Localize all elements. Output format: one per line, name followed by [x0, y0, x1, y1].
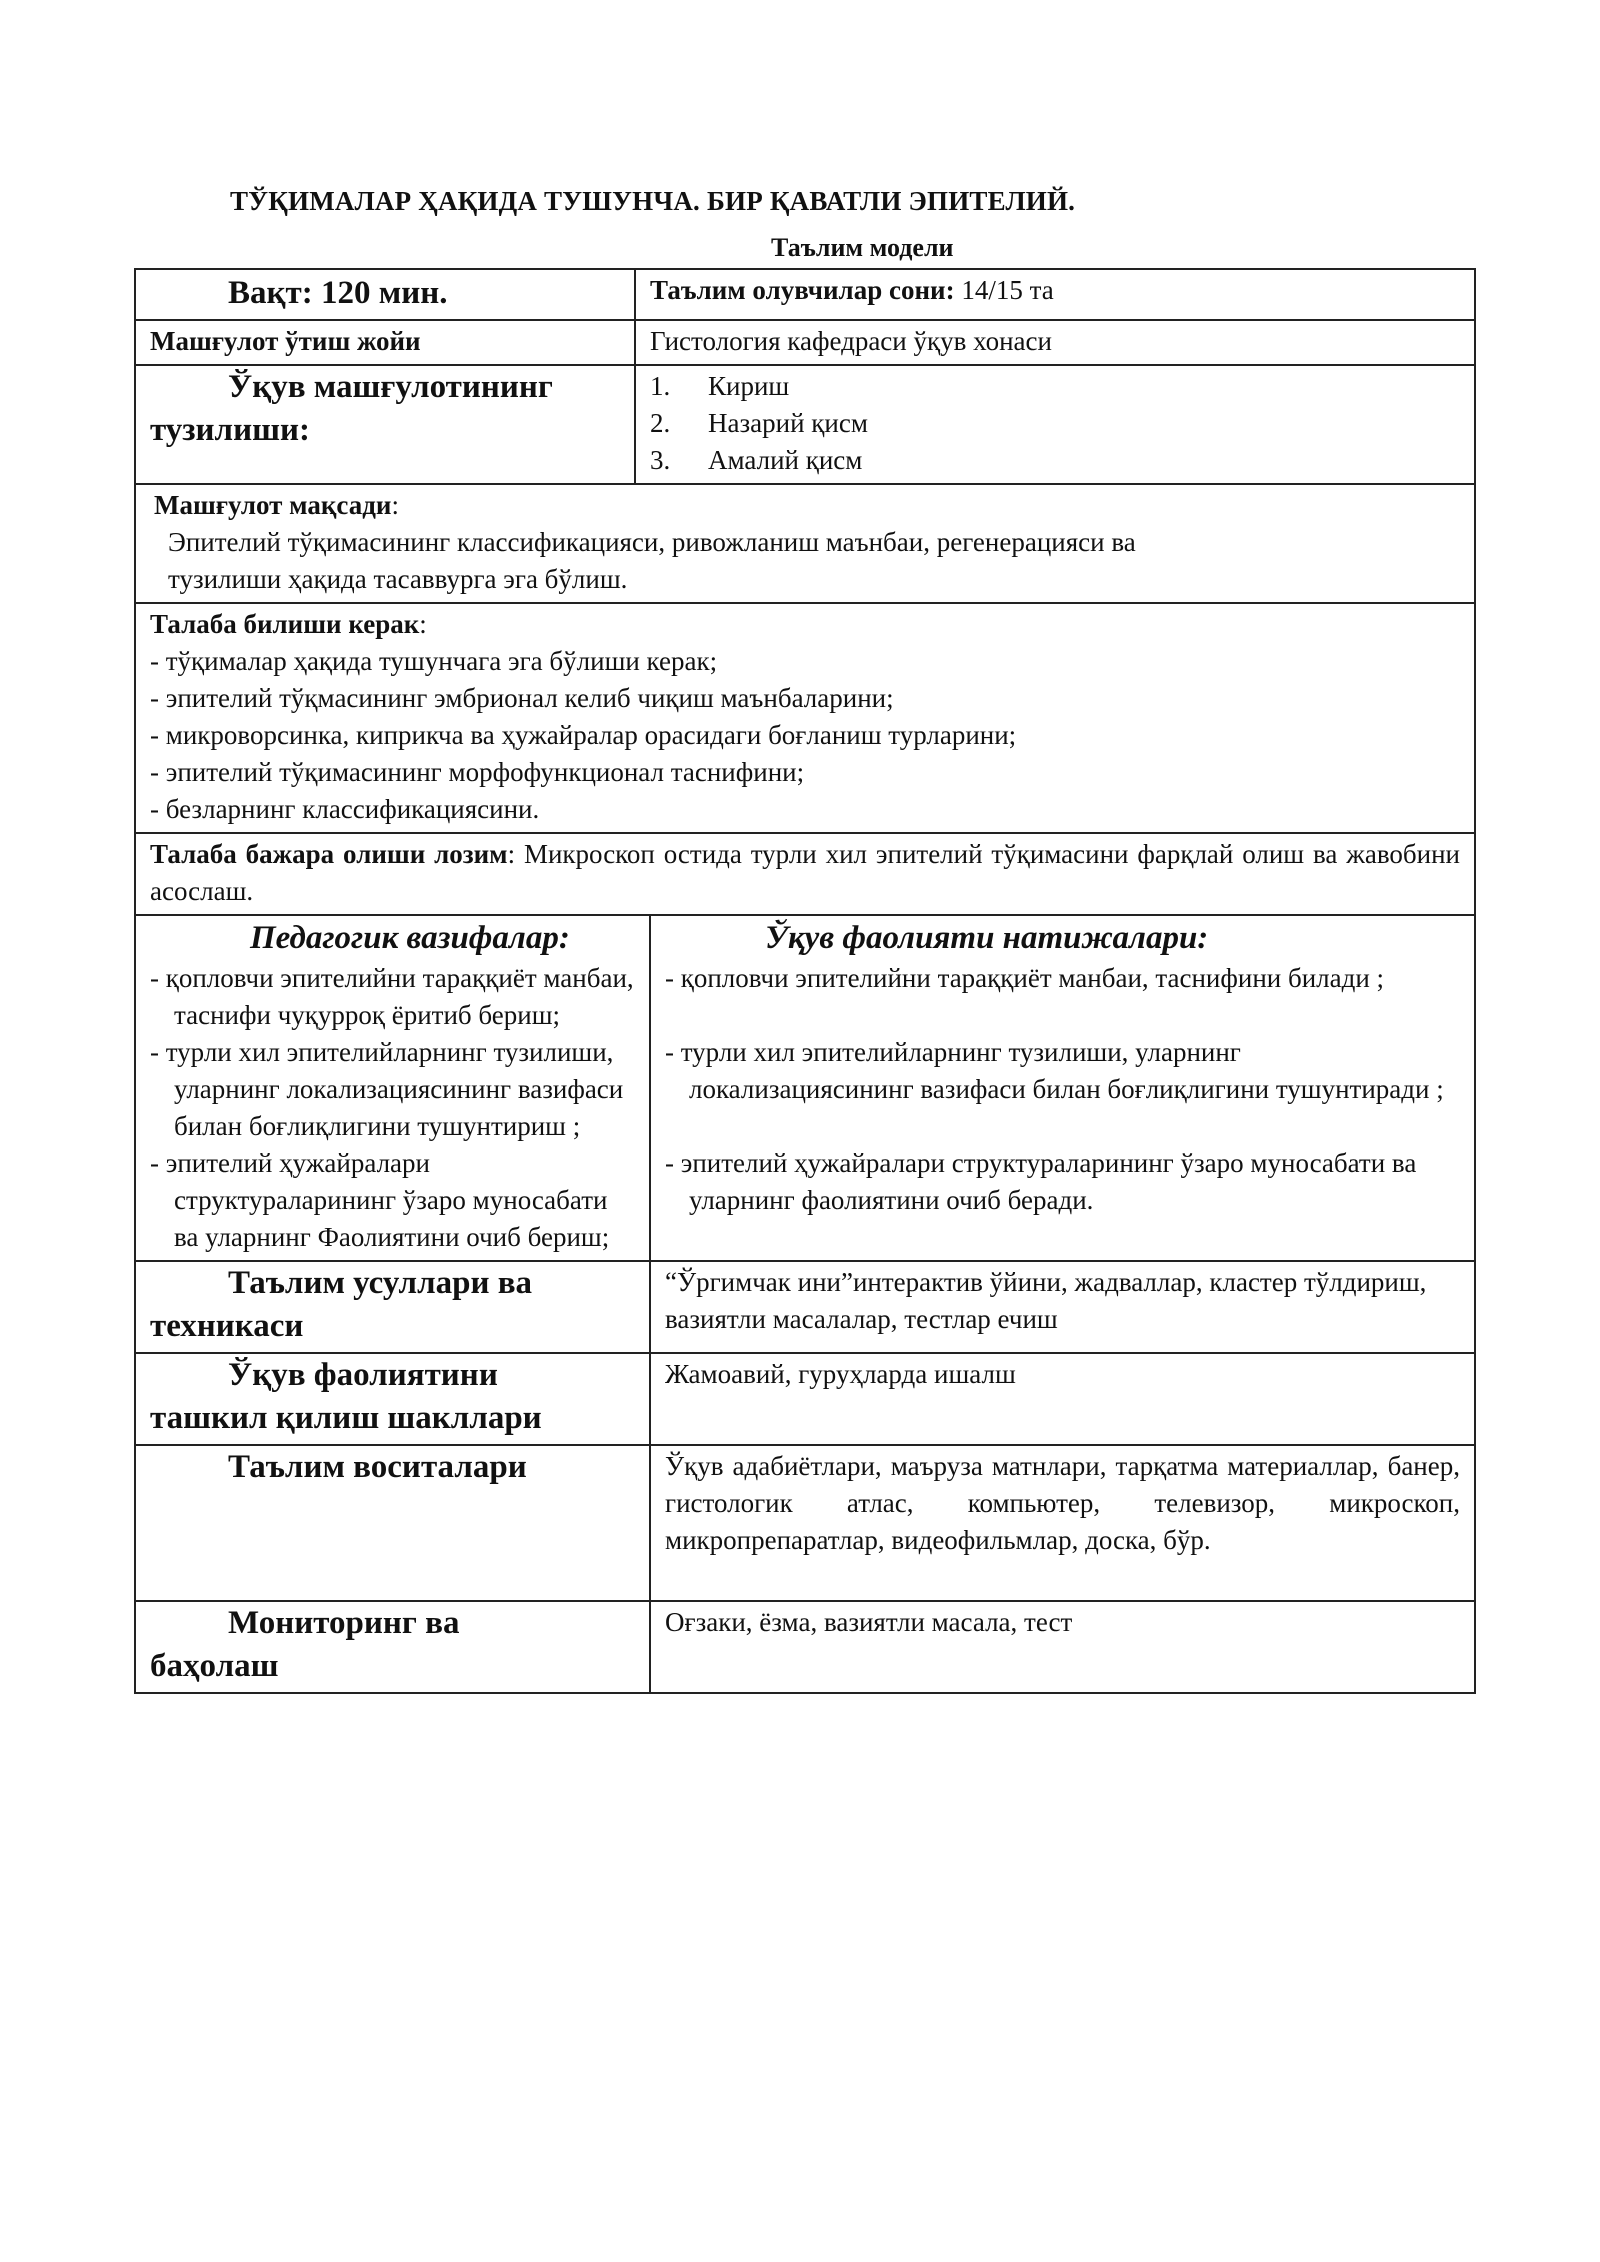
do-label: Талаба бажара олиши лозим	[150, 839, 508, 869]
place-label: Машғулот ўтиш жойи	[135, 320, 635, 365]
forms-label-line2: ташкил қилиш шакллари	[150, 1400, 542, 1436]
list-item: 2. Назарий қисм	[650, 408, 868, 438]
document-title: ТЎҚИМАЛАР ҲАҚИДА ТУШУНЧА. БИР ҚАВАТЛИ ЭПИТЕЛИЙ.	[230, 186, 1076, 216]
row-structure	[135, 365, 1475, 484]
row-time	[135, 269, 1475, 320]
goal-cell: Машғулот мақсади: Эпителий тўқимасининг классификацияси, ривожланиш маънбаи, регенерацияси ва тузилиши ҳақида тасаввурга эга бўлиш.	[135, 484, 1475, 603]
list-item: - микроворсинка, киприкча ва ҳужайралар орасидаги боғланиш турларини;	[150, 720, 1017, 750]
row-know	[135, 603, 1475, 833]
methods-label-line2: техникаси	[150, 1308, 304, 1344]
list-item: - қопловчи эпителийни тараққиёт манбаи, таснифи чуқурроқ ёритиб бериш;	[150, 963, 634, 1030]
students-label: Таълим олувчилар сони:	[650, 275, 955, 305]
students-cell	[635, 269, 1475, 320]
monitoring-label-line1: Мониторинг ва	[228, 1605, 460, 1641]
list-item: - эпителий ҳужайралари структураларининг ўзаро муносабати ва уларнинг Фаолиятини очиб бериш;	[150, 1148, 610, 1252]
pedagogical-tasks-header: Педагогик вазифалар:	[250, 920, 570, 956]
list-item: - эпителий тўқмасининг эмбрионал келиб чиқиш маънбаларини;	[150, 683, 894, 713]
know-cell: Талаба билиши керак: - тўқималар ҳақида тушунчага эга бўлиши керак; - эпителий тўқмасининг эмбрионал келиб чиқиш маънбаларини; - микроворсинка, киприкча ва ҳужайралар орасидаги боғланиш турларини; - эпителий тўқимасининг морфофункционал таснифини; - безларнинг классификациясини.	[135, 603, 1475, 833]
learning-results-header: Ўқув фаолияти натижалари:	[765, 920, 1209, 956]
forms-label-line1: Ўқув фаолиятини	[228, 1357, 498, 1393]
document-subtitle: Таълим модели	[771, 233, 954, 262]
learning-results-cell	[650, 915, 1475, 1261]
row-forms	[135, 1353, 1475, 1445]
know-label: Талаба билиши керак	[150, 609, 420, 639]
list-item: - тўқималар ҳақида тушунчага эга бўлиши керак;	[150, 646, 718, 676]
students-value: 14/15 та	[954, 275, 1054, 305]
goal-text-line1: Эпителий тўқимасининг классификацияси, ривожланиш маънбаи, регенерацияси ва	[168, 527, 1136, 557]
row-tasks	[135, 915, 1475, 1261]
structure-items-cell	[635, 365, 1475, 484]
goal-text-line2: тузилиши ҳақида тасаввурга эга бўлиш.	[168, 564, 628, 594]
list-item: - қопловчи эпителийни тараққиёт манбаи, таснифини билади ;	[665, 963, 1385, 993]
monitoring-label-cell	[135, 1601, 650, 1693]
list-item: - турли хил эпителийларнинг тузилиши, уларнинг локализациясининг вазифаси билан боғлиқлигини тушунтириш ;	[150, 1037, 624, 1141]
list-item: 1. Кириш	[650, 371, 790, 401]
row-methods	[135, 1261, 1475, 1353]
row-goal	[135, 484, 1475, 603]
pedagogical-tasks-cell	[135, 915, 650, 1261]
structure-label-line1: Ўқув машғулотининг	[228, 369, 553, 405]
row-monitoring	[135, 1601, 1475, 1693]
monitoring-value: Оғзаки, ёзма, вазиятли масала, тест	[650, 1601, 1475, 1693]
list-item: 3. Амалий қисм	[650, 445, 863, 475]
methods-value: “Ўргимчак ини”интерактив ўйини, жадваллар, кластер тўлдириш, вазиятли масалалар, тестлар ечиш	[650, 1261, 1475, 1353]
place-value: Гистология кафедраси ўқув хонаси	[635, 320, 1475, 365]
means-value: Ўқув адабиётлари, маъруза матнлари, тарқатма материаллар, банер, гистологик атлас, компьютер, телевизор, микроскоп, микропрепаратлар, видеофильмлар, доска, бўр.	[650, 1445, 1475, 1601]
do-cell	[135, 833, 1475, 915]
time-label: Вақт: 120 мин.	[228, 275, 448, 311]
goal-label: Машғулот мақсади	[154, 490, 392, 520]
structure-list	[650, 368, 1460, 479]
education-model-table	[134, 268, 1476, 1694]
list-item: - эпителий ҳужайралари структураларининг ўзаро муносабати ва уларнинг фаолиятини очиб беради.	[665, 1148, 1417, 1215]
row-do	[135, 833, 1475, 915]
list-item: - турли хил эпителийларнинг тузилиши, уларнинг локализациясининг вазифаси билан боғлиқлигини тушунтиради ;	[665, 1037, 1444, 1104]
time-cell	[135, 269, 635, 320]
list-item: - эпителий тўқимасининг морфофункционал таснифини;	[150, 757, 805, 787]
monitoring-label-line2: баҳолаш	[150, 1648, 279, 1684]
structure-label-line2: тузилиши:	[150, 412, 310, 448]
forms-label-cell	[135, 1353, 650, 1445]
row-means	[135, 1445, 1475, 1601]
list-item: - безларнинг классификациясини.	[150, 794, 540, 824]
methods-label-cell	[135, 1261, 650, 1353]
methods-label-line1: Таълим усуллари ва	[228, 1265, 533, 1301]
means-label: Таълим воситалари	[228, 1449, 527, 1485]
do-text: : Микроскоп остида турли хил эпителий тўқимасини фарқлай олиш ва жавобини асослаш.	[150, 839, 1460, 906]
forms-value: Жамоавий, гуруҳларда ишалш	[650, 1353, 1475, 1445]
structure-label-cell	[135, 365, 635, 484]
row-place	[135, 320, 1475, 365]
means-label-cell	[135, 1445, 650, 1601]
